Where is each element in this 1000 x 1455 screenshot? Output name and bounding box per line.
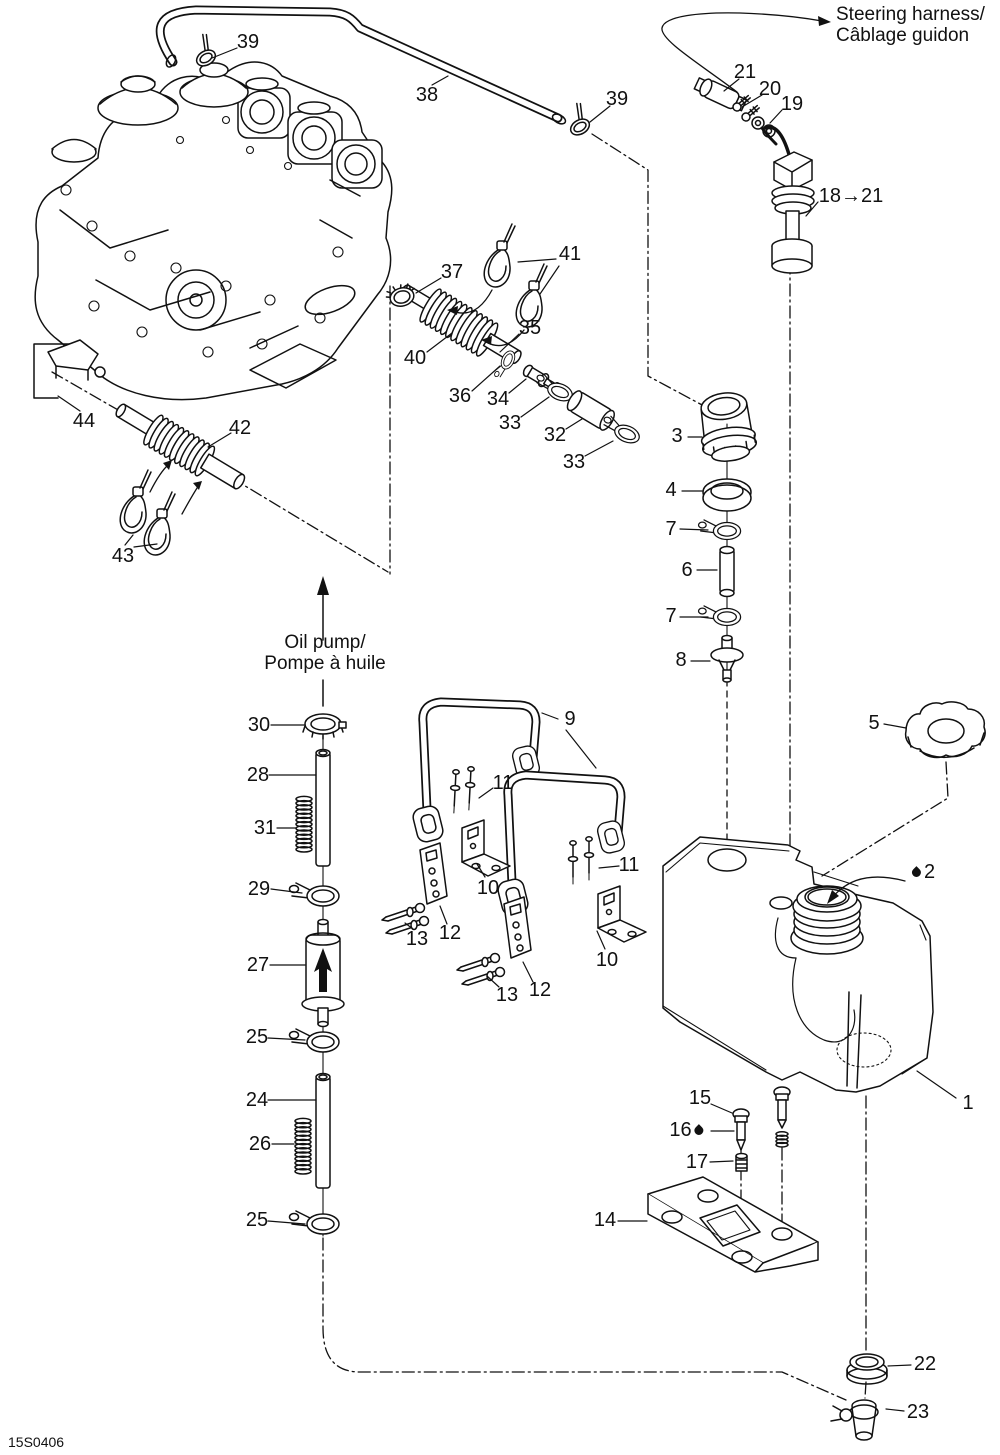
callout-11a: 11 — [492, 772, 514, 794]
document-code: 15S0406 — [8, 1434, 65, 1450]
callout-12b: 12 — [528, 979, 552, 1001]
plate-12a — [420, 843, 447, 904]
callout-21: 21 — [733, 61, 757, 83]
fitting-8 — [711, 636, 743, 683]
oil-pump-supply-column — [290, 714, 347, 1236]
callout-33b: 33 — [562, 451, 586, 473]
drain-fitting-23 — [831, 1400, 878, 1440]
callout-3: 3 — [671, 425, 683, 447]
steering-harness-line2: Câblage guidon — [836, 25, 970, 47]
callout-36: 36 — [448, 385, 472, 407]
callout-39a: 39 — [236, 31, 260, 53]
callout-34: 34 — [486, 388, 510, 410]
callout-2: 2 — [909, 862, 935, 882]
tube-6 — [720, 549, 734, 593]
screw-and-spring-right — [774, 1087, 790, 1147]
oil-drop-icon — [693, 1124, 706, 1137]
callout-6: 6 — [681, 559, 693, 581]
callout-25b: 25 — [245, 1209, 269, 1231]
callout-28: 28 — [246, 764, 270, 786]
spring-26 — [295, 1118, 311, 1174]
callout-26: 26 — [248, 1133, 272, 1155]
grommet-22 — [847, 1354, 887, 1384]
callout-22: 22 — [913, 1353, 937, 1375]
callout-42: 42 — [228, 417, 252, 439]
oil-filter-27 — [302, 920, 344, 1027]
callout-20: 20 — [758, 78, 782, 100]
spring-31 — [296, 796, 312, 852]
callout-41: 41 — [558, 243, 582, 265]
callout-1: 1 — [962, 1092, 974, 1114]
callout-14: 14 — [593, 1209, 617, 1231]
cable-tie-43a — [120, 470, 151, 533]
callout-35: 35 — [518, 317, 542, 339]
callout-19: 19 — [780, 93, 804, 115]
steering-harness-line1: Steering harness/ — [836, 4, 985, 25]
oil-pump-note — [264, 632, 385, 675]
tube-24 — [316, 1076, 330, 1188]
seal-ring-4 — [703, 479, 751, 511]
callout-23: 23 — [906, 1401, 930, 1423]
callout-33a: 33 — [498, 412, 522, 434]
pin-13a1 — [382, 904, 425, 922]
cable-tie-41a — [484, 224, 515, 287]
callout-10b: 10 — [595, 949, 619, 971]
coiled-hose-42 — [109, 394, 251, 498]
callout-15: 15 — [688, 1087, 712, 1109]
callout-37: 37 — [440, 261, 464, 283]
pin-11a1 — [449, 770, 460, 814]
callout-9: 9 — [564, 708, 576, 730]
callout-38: 38 — [415, 84, 439, 106]
callout-30: 30 — [247, 714, 271, 736]
callout-16: 16 — [669, 1120, 706, 1140]
callout-27: 27 — [246, 954, 270, 976]
pin-11b1 — [569, 841, 578, 884]
callout-12a: 12 — [438, 922, 462, 944]
clamp-25a — [290, 1029, 340, 1052]
oil-pump-line2: Pompe à huile — [264, 653, 386, 675]
callout-24: 24 — [245, 1089, 269, 1111]
oil-level-sensor-18-21 — [766, 127, 814, 273]
tube-28 — [316, 752, 330, 866]
callout-40: 40 — [403, 347, 427, 369]
callout-11b: 11 — [618, 854, 640, 876]
fitting-17 — [736, 1154, 747, 1172]
callout-31: 31 — [253, 817, 277, 839]
pin-11a2 — [464, 767, 475, 811]
mount-bracket-14 — [648, 1177, 818, 1272]
oil-drop-icon — [910, 866, 923, 879]
pin-13b2 — [462, 968, 505, 986]
callout-5: 5 — [868, 712, 880, 734]
callout-7a: 7 — [665, 518, 677, 540]
filler-neck-column — [695, 390, 758, 682]
steering-harness-note — [836, 4, 985, 47]
callout-8: 8 — [675, 649, 687, 671]
callout-10a: 10 — [476, 877, 500, 899]
oil-tank-1 — [663, 837, 933, 1092]
clamp-7b — [699, 606, 741, 626]
callout-7b: 7 — [665, 605, 677, 627]
callout-29: 29 — [247, 878, 271, 900]
bracket-10a — [462, 820, 510, 876]
pin-13b1 — [457, 954, 500, 972]
screw-15 — [733, 1109, 749, 1150]
pin-11b2 — [585, 837, 594, 880]
callout-39b: 39 — [605, 88, 629, 110]
callout-13a: 13 — [405, 928, 429, 950]
callout-32: 32 — [543, 424, 567, 446]
retainer-ring-30 — [303, 714, 346, 739]
callout-44: 44 — [72, 410, 96, 432]
callout-4: 4 — [665, 479, 677, 501]
callout-17: 17 — [685, 1151, 709, 1173]
callout-13b: 13 — [495, 984, 519, 1006]
bracket-10b — [598, 886, 646, 942]
clamp-29 — [290, 883, 340, 906]
clamp-25b — [290, 1211, 340, 1234]
callout-25a: 25 — [245, 1026, 269, 1048]
callout-18-21: 18→21 — [818, 185, 884, 207]
clamp-33b — [599, 414, 643, 446]
oil-pump-line1: Oil pump/ — [284, 632, 366, 653]
filler-cap-5 — [906, 702, 985, 757]
hose-piece-32 — [565, 389, 617, 433]
callout-43: 43 — [111, 545, 135, 567]
